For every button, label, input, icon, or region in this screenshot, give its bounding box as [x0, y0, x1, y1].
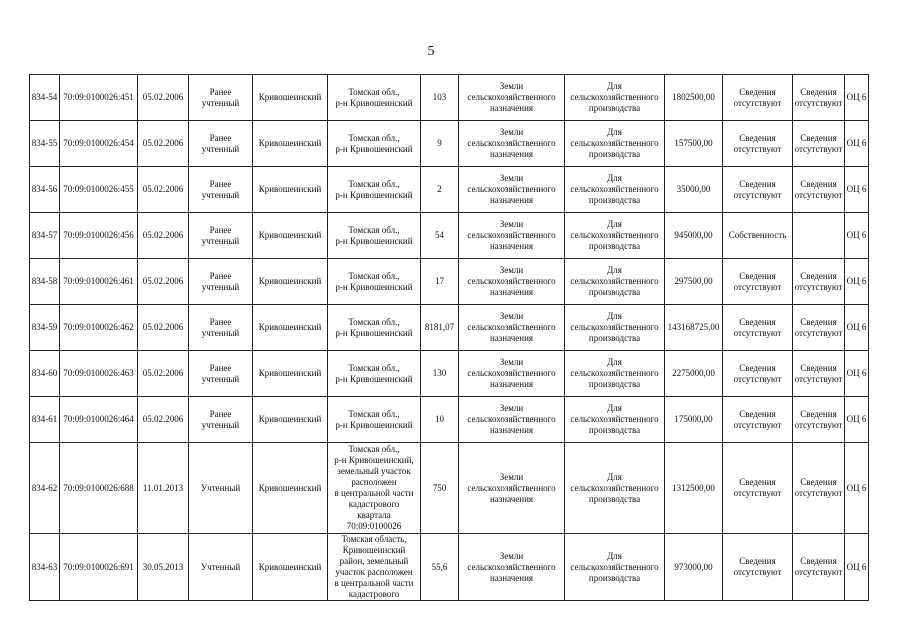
district-cell: Кривошеинский	[253, 121, 328, 167]
code-cell: ОЦ 6	[845, 121, 869, 167]
registration-date: 05.02.2006	[138, 397, 189, 443]
row-number: 834-60	[30, 351, 60, 397]
cadastral-value-cell: 157500,00	[665, 121, 723, 167]
status-cell: Ранее учтенный	[189, 305, 253, 351]
right-type-cell: Сведения отсутствуют	[723, 75, 793, 121]
area-cell: 750	[421, 443, 459, 534]
district-cell: Кривошеинский	[253, 259, 328, 305]
registration-date: 05.02.2006	[138, 351, 189, 397]
registration-date: 05.02.2006	[138, 259, 189, 305]
area-cell: 9	[421, 121, 459, 167]
code-cell: ОЦ 6	[845, 75, 869, 121]
address-cell: Томская обл., р-н Кривошеинский	[328, 259, 421, 305]
status-cell: Ранее учтенный	[189, 213, 253, 259]
table-row	[30, 75, 869, 121]
area-cell: 54	[421, 213, 459, 259]
address-cell: Томская обл., р-н Кривошеинский	[328, 75, 421, 121]
encumbrance-cell: Сведения отсутствуют	[793, 351, 845, 397]
table-row	[30, 121, 869, 167]
row-number: 834-62	[30, 443, 60, 534]
area-cell: 55,6	[421, 534, 459, 601]
address-cell: Томская область, Кривошеинский район, земельный участок расположен в центральной части кадастрового	[328, 534, 421, 601]
right-type-cell: Сведения отсутствуют	[723, 121, 793, 167]
cadastral-number: 70:09:0100026:456	[60, 213, 138, 259]
area-cell: 130	[421, 351, 459, 397]
permitted-use-cell: Для сельскохозяйственного производства	[565, 305, 665, 351]
permitted-use-cell: Для сельскохозяйственного производства	[565, 121, 665, 167]
registration-date: 05.02.2006	[138, 75, 189, 121]
area-cell: 2	[421, 167, 459, 213]
row-number: 834-59	[30, 305, 60, 351]
permitted-use-cell: Для сельскохозяйственного производства	[565, 259, 665, 305]
table-row	[30, 305, 869, 351]
cadastral-value-cell: 945000,00	[665, 213, 723, 259]
cadastral-value-cell: 2275000,00	[665, 351, 723, 397]
row-number: 834-61	[30, 397, 60, 443]
encumbrance-cell	[793, 213, 845, 259]
area-cell: 10	[421, 397, 459, 443]
status-cell: Ранее учтенный	[189, 121, 253, 167]
code-cell: ОЦ 6	[845, 351, 869, 397]
land-category-cell: Земли сельскохозяйственного назначения	[459, 305, 565, 351]
row-number: 834-56	[30, 167, 60, 213]
land-category-cell: Земли сельскохозяйственного назначения	[459, 259, 565, 305]
status-cell: Ранее учтенный	[189, 351, 253, 397]
table-row	[30, 167, 869, 213]
code-cell: ОЦ 6	[845, 534, 869, 601]
cadastral-value-cell: 1312500,00	[665, 443, 723, 534]
permitted-use-cell: Для сельскохозяйственного производства	[565, 534, 665, 601]
status-cell: Ранее учтенный	[189, 167, 253, 213]
registration-date: 05.02.2006	[138, 305, 189, 351]
address-cell: Томская обл., р-н Кривошеинский	[328, 305, 421, 351]
district-cell: Кривошеинский	[253, 534, 328, 601]
encumbrance-cell: Сведения отсутствуют	[793, 397, 845, 443]
permitted-use-cell: Для сельскохозяйственного производства	[565, 213, 665, 259]
encumbrance-cell: Сведения отсутствуют	[793, 167, 845, 213]
address-cell: Томская обл., р-н Кривошеинский	[328, 213, 421, 259]
land-category-cell: Земли сельскохозяйственного назначения	[459, 167, 565, 213]
encumbrance-cell: Сведения отсутствуют	[793, 443, 845, 534]
row-number: 834-57	[30, 213, 60, 259]
table-row	[30, 534, 869, 601]
address-cell: Томская обл., р-н Кривошеинский	[328, 397, 421, 443]
cadastral-number: 70:09:0100026:464	[60, 397, 138, 443]
right-type-cell: Сведения отсутствуют	[723, 397, 793, 443]
right-type-cell: Сведения отсутствуют	[723, 351, 793, 397]
code-cell: ОЦ 6	[845, 167, 869, 213]
code-cell: ОЦ 6	[845, 443, 869, 534]
row-number: 834-55	[30, 121, 60, 167]
right-type-cell: Сведения отсутствуют	[723, 167, 793, 213]
right-type-cell: Сведения отсутствуют	[723, 305, 793, 351]
cadastral-number: 70:09:0100026:461	[60, 259, 138, 305]
permitted-use-cell: Для сельскохозяйственного производства	[565, 443, 665, 534]
table-row	[30, 351, 869, 397]
district-cell: Кривошеинский	[253, 75, 328, 121]
registration-date: 30.05.2013	[138, 534, 189, 601]
right-type-cell: Сведения отсутствуют	[723, 443, 793, 534]
district-cell: Кривошеинский	[253, 167, 328, 213]
district-cell: Кривошеинский	[253, 443, 328, 534]
encumbrance-cell: Сведения отсутствуют	[793, 75, 845, 121]
right-type-cell: Собственность	[723, 213, 793, 259]
cadastral-number: 70:09:0100026:691	[60, 534, 138, 601]
land-category-cell: Земли сельскохозяйственного назначения	[459, 75, 565, 121]
address-cell: Томская обл., р-н Кривошеинский	[328, 167, 421, 213]
code-cell: ОЦ 6	[845, 305, 869, 351]
cadastral-value-cell: 175000,00	[665, 397, 723, 443]
cadastral-number: 70:09:0100026:454	[60, 121, 138, 167]
cadastral-value-cell: 35000,00	[665, 167, 723, 213]
district-cell: Кривошеинский	[253, 213, 328, 259]
cadastral-number: 70:09:0100026:462	[60, 305, 138, 351]
encumbrance-cell: Сведения отсутствуют	[793, 305, 845, 351]
table-row	[30, 397, 869, 443]
district-cell: Кривошеинский	[253, 305, 328, 351]
area-cell: 103	[421, 75, 459, 121]
registration-date: 05.02.2006	[138, 213, 189, 259]
land-category-cell: Земли сельскохозяйственного назначения	[459, 443, 565, 534]
land-category-cell: Земли сельскохозяйственного назначения	[459, 397, 565, 443]
area-cell: 17	[421, 259, 459, 305]
code-cell: ОЦ 6	[845, 213, 869, 259]
code-cell: ОЦ 6	[845, 259, 869, 305]
registration-date: 05.02.2006	[138, 121, 189, 167]
cadastral-number: 70:09:0100026:455	[60, 167, 138, 213]
cadastral-number: 70:09:0100026:451	[60, 75, 138, 121]
address-cell: Томская обл., р-н Кривошеинский	[328, 351, 421, 397]
encumbrance-cell: Сведения отсутствуют	[793, 534, 845, 601]
table-row	[30, 213, 869, 259]
district-cell: Кривошеинский	[253, 397, 328, 443]
page-number: 5	[427, 44, 435, 59]
status-cell: Ранее учтенный	[189, 397, 253, 443]
status-cell: Ранее учтенный	[189, 75, 253, 121]
registration-date: 05.02.2006	[138, 167, 189, 213]
address-cell: Томская обл., р-н Кривошеинский, земельный участок расположен в центральной части кадастрового квартала 70:09:0100026	[328, 443, 421, 534]
status-cell: Учтенный	[189, 534, 253, 601]
permitted-use-cell: Для сельскохозяйственного производства	[565, 397, 665, 443]
permitted-use-cell: Для сельскохозяйственного производства	[565, 167, 665, 213]
table-row	[30, 443, 869, 534]
cadastral-value-cell: 1802500,00	[665, 75, 723, 121]
district-cell: Кривошеинский	[253, 351, 328, 397]
code-cell: ОЦ 6	[845, 397, 869, 443]
table-row	[30, 259, 869, 305]
land-category-cell: Земли сельскохозяйственного назначения	[459, 213, 565, 259]
row-number: 834-58	[30, 259, 60, 305]
cadastral-value-cell: 973000,00	[665, 534, 723, 601]
row-number: 834-54	[30, 75, 60, 121]
cadastral-number: 70:09:0100026:688	[60, 443, 138, 534]
land-plots-table	[29, 74, 869, 601]
area-cell: 8181,07	[421, 305, 459, 351]
cadastral-number: 70:09:0100026:463	[60, 351, 138, 397]
row-number: 834-63	[30, 534, 60, 601]
permitted-use-cell: Для сельскохозяйственного производства	[565, 351, 665, 397]
cadastral-value-cell: 297500,00	[665, 259, 723, 305]
encumbrance-cell: Сведения отсутствуют	[793, 259, 845, 305]
cadastral-value-cell: 143168725,00	[665, 305, 723, 351]
status-cell: Учтенный	[189, 443, 253, 534]
land-category-cell: Земли сельскохозяйственного назначения	[459, 351, 565, 397]
right-type-cell: Сведения отсутствуют	[723, 259, 793, 305]
right-type-cell: Сведения отсутствуют	[723, 534, 793, 601]
encumbrance-cell: Сведения отсутствуют	[793, 121, 845, 167]
land-category-cell: Земли сельскохозяйственного назначения	[459, 121, 565, 167]
address-cell: Томская обл., р-н Кривошеинский	[328, 121, 421, 167]
registration-date: 11.01.2013	[138, 443, 189, 534]
permitted-use-cell: Для сельскохозяйственного производства	[565, 75, 665, 121]
status-cell: Ранее учтенный	[189, 259, 253, 305]
land-category-cell: Земли сельскохозяйственного назначения	[459, 534, 565, 601]
